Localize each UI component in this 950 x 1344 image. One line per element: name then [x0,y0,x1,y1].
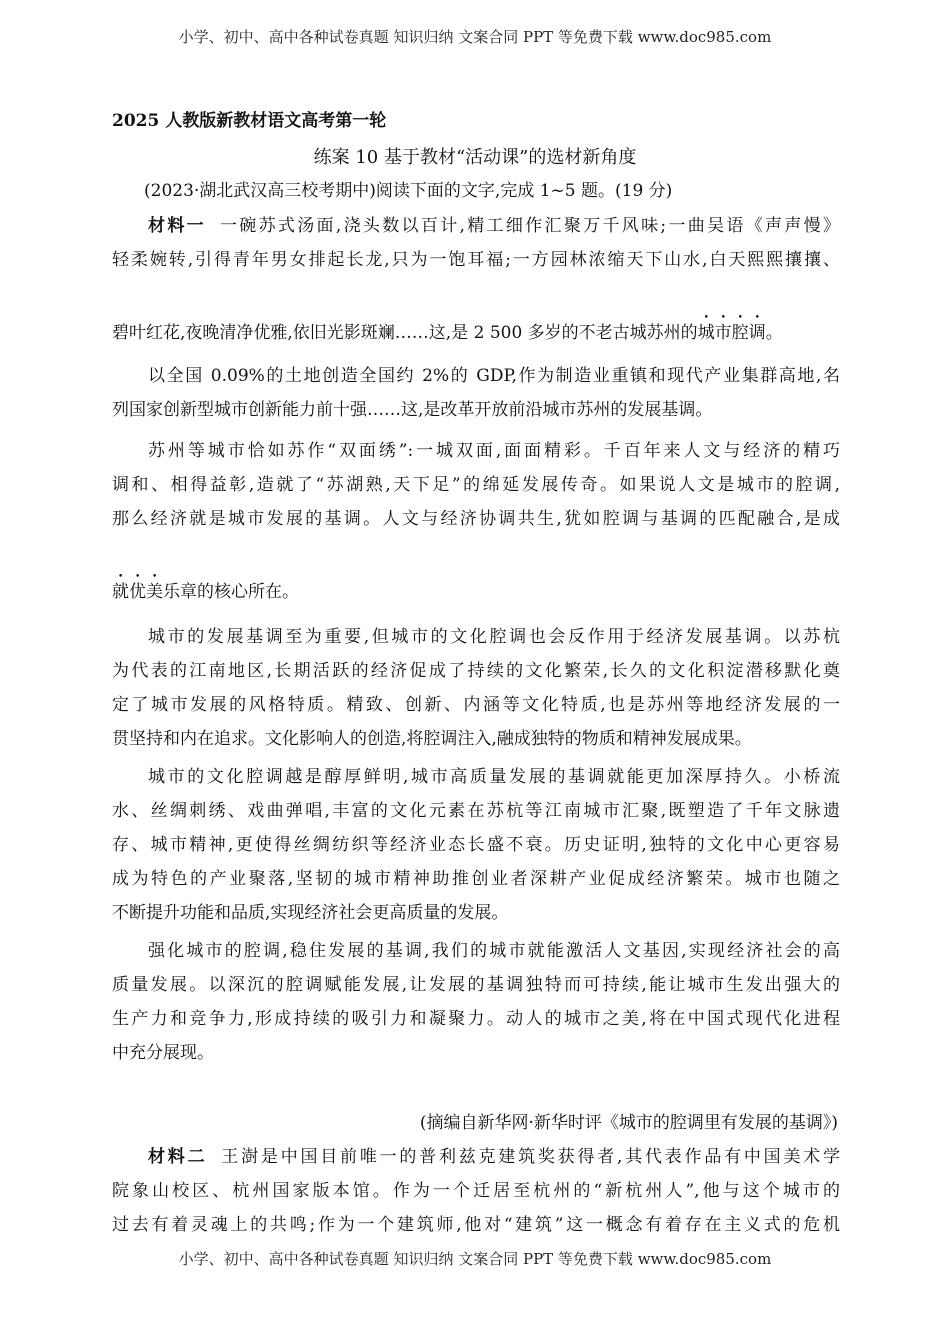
material-one-paragraph-2 [112,359,840,427]
text-line: 以全国 0.09%的土地创造全国约 2%的 GDP,作为制造业重镇和现代产业集群高地,名 [148,366,840,386]
text-line: 苏州等城市恰如苏作“双面绣”:一城双面,面面精彩。千百年来人文与经济的精巧 [148,441,840,461]
emphasized-phrase: 城市腔调 [697,323,766,343]
text-line: 定了城市发展的风格特质。精致、创新、内涵等文化特质,也是苏州等地经济发展的一 [112,695,840,715]
text-line: 城市的文化腔调越是醇厚鲜明,城市高质量发展的基调就能更加深厚持久。小桥流 [148,767,840,787]
text-line: 中充分展现。 [112,1043,214,1063]
material-one-label: 材料一 [148,216,206,236]
material-two-paragraph [112,1140,840,1242]
text-line: 王澍是中国目前唯一的普利兹克建筑奖获得者,其代表作品有中国美术学 [221,1147,841,1167]
text-line: 院象山校区、杭州国家版本馆。作为一个迁居至杭州的“新杭州人”,他与这个城市的 [112,1181,840,1201]
material-two-label: 材料二 [148,1147,208,1167]
material-one-paragraph-3-end [112,572,840,606]
text-line: 城市的发展基调至为重要,但城市的文化腔调也会反作用于经济发展基调。以苏杭 [148,627,840,647]
text-line: 调和、相得益彰,造就了“苏湖熟,天下足”的绵延发展传奇。如果说人文是城市的腔调, [112,475,840,495]
text-line: 过去有着灵魂上的共鸣;作为一个建筑师,他对“建筑”这一概念有着存在主义式的危机 [112,1215,840,1235]
material-one-paragraph-1 [112,209,840,277]
material-one-paragraph-3 [112,434,840,536]
reading-instruction: (2023·湖北武汉高三校考期中)阅读下面的文字,完成 1~5 题。(19 分) [144,181,673,201]
text-line: 轻柔婉转,引得青年男女排起长龙,只为一饱耳福;一方园林浓缩天下山水,白天熙熙攘攘、 [112,250,840,270]
text-line: 那么经济就是城市发展的基调。人文与经济协调共生,犹如腔调与基调的匹配融合,是成 [112,509,840,529]
material-one-paragraph-6 [112,934,840,1070]
text-line: 成为特色的产业聚落,坚韧的城市精神助推创业者深耕产业促成经济繁荣。城市也随之 [112,869,840,889]
text-line: 乐章的核心所在。 [163,582,299,602]
text-line: 质量发展。以深沉的腔调赋能发展,让发展的基调独特而可持续,能让城市生发出强大的 [112,975,840,995]
source-citation: (摘编自新华网·新华时评《城市的腔调里有发展的基调》) [419,1113,838,1133]
material-one-paragraph-5 [112,760,840,930]
lesson-title: 练案 10 基于教材“活动课”的选材新角度 [313,147,637,168]
text-line: 强化城市的腔调,稳住发展的基调,我们的城市就能激活人文基因,实现经济社会的高 [148,941,840,961]
text-line: 列国家创新型城市创新能力前十强……这,是改革开放前沿城市苏州的发展基调。 [112,400,713,420]
text-line: 一碗苏式汤面,浇头数以百计,精工细作汇聚万千风味;一曲吴语《声声慢》 [219,216,841,236]
material-one-paragraph-4 [112,620,840,756]
text-line: 水、丝绸刺绣、戏曲弹唱,丰富的文化元素在苏杭等江南城市汇聚,既塑造了千年文脉遗 [112,801,840,821]
page-footer: 小学、初中、高中各种试卷真题 知识归纳 文案合同 PPT 等免费下载 www.doc985.com [178,1250,772,1268]
page-header: 小学、初中、高中各种试卷真题 知识归纳 文案合同 PPT 等免费下载 www.doc985.com [178,28,772,46]
emphasized-phrase: 就优美 [112,582,163,602]
text-line: 存、城市精神,更使得丝绸纺织等经济业态长盛不衰。历史证明,独特的文化中心更容易 [112,835,840,855]
text-line: 贯坚持和内在追求。文化影响人的创造,将腔调注入,融成独特的物质和精神发展成果。 [112,729,752,749]
material-one-paragraph-1-end [112,313,840,347]
document-title: 2025 人教版新教材语文高考第一轮 [112,111,387,131]
text-line: 生产力和竞争力,形成持续的吸引力和凝聚力。动人的城市之美,将在中国式现代化进程 [112,1009,840,1029]
text-line: 不断提升功能和品质,实现经济社会更高质量的发展。 [112,903,509,923]
text-line: 为代表的江南地区,长期活跃的经济促成了持续的文化繁荣,长久的文化积淀潜移默化奠 [112,661,840,681]
text-line: 碧叶红花,夜晚清净优雅,依旧光影斑斓……这,是 2 500 多岁的不老古城苏州的 [112,323,698,343]
text-line: 。 [765,323,783,343]
